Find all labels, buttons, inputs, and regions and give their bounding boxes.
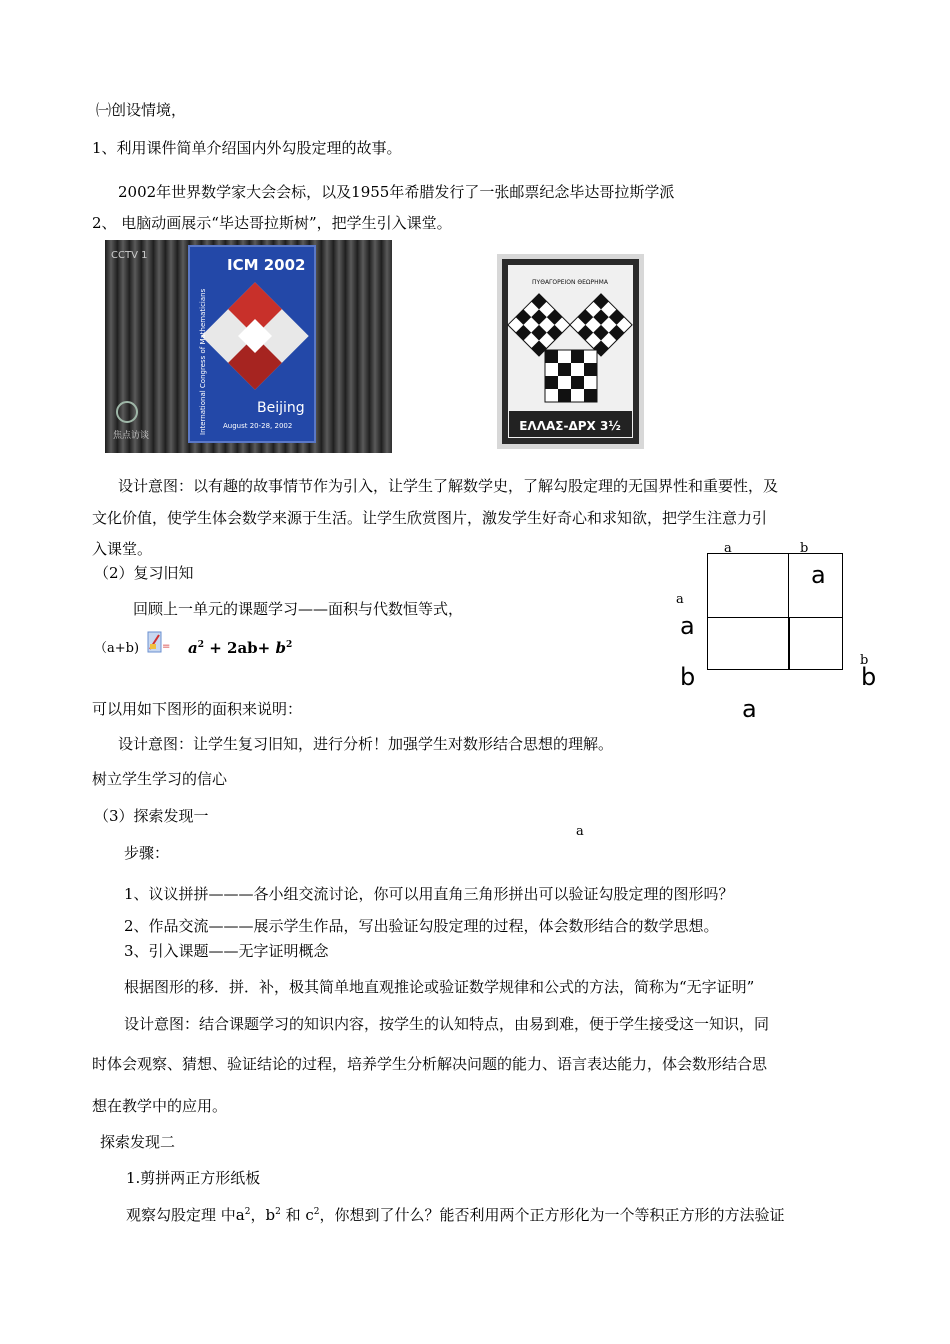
- figure-label: a: [742, 695, 757, 723]
- section-1-heading: ㈠创设情境，: [96, 101, 187, 119]
- design-intent-text: 文化价值，使学生体会数学来源于生活。让学生欣赏图片，激发学生好奇心和求知欲，把学生注意力引: [92, 509, 768, 527]
- design-intent-text: 设计意图：以有趣的故事情节作为引入，让学生了解数学史，了解勾股定理的无国界性和重要性，及: [118, 477, 779, 495]
- figure-label: a: [811, 561, 826, 589]
- figure-label: a: [680, 612, 695, 640]
- design-intent-text: 设计意图：结合课题学习的知识内容，按学生的认知特点，由易到难，便于学生接受这一知识，同: [124, 1015, 770, 1033]
- formula-left: （a+b): [94, 641, 140, 656]
- text-line: 步骤：: [124, 844, 170, 862]
- design-intent-text: 时体会观察、猜想、验证结论的过程，培养学生分析解决问题的能力、语言表达能力，体会数形结合思: [92, 1055, 768, 1073]
- icm-logo-text: ICM 2002: [227, 256, 306, 274]
- design-intent-text: 入课堂。: [92, 540, 153, 558]
- square-a-a: [707, 553, 789, 618]
- text-line: 可以用如下图形的面积来说明：: [92, 700, 303, 718]
- stray-label: a: [576, 824, 584, 839]
- figure-label: b: [800, 541, 809, 556]
- tv-show-text: 焦点访谈: [113, 431, 150, 441]
- definition-text: 根据图形的移．拼．补，极其简单地直观推论或验证数学规律和公式的方法，简称为“无字证明”: [124, 978, 755, 996]
- design-intent-text: 设计意图：让学生复习旧知，进行分析！加强学生对数形结合思想的理解。: [118, 735, 614, 753]
- icm-city-text: Beijing: [257, 400, 305, 416]
- icm-2002-photo: [105, 240, 392, 453]
- figure-label: b: [861, 663, 877, 691]
- tv-logo: CCTV 1: [111, 250, 148, 261]
- text-line: 2002年世界数学家大会会标，以及1955年希腊发行了一张邮票纪念毕达哥拉斯学派: [118, 183, 675, 201]
- section-3-heading: （3）探索发现一: [94, 807, 209, 825]
- svg-text:=: =: [162, 641, 171, 652]
- section-2-heading: （2）复习旧知: [94, 564, 194, 582]
- text-line: 回顾上一单元的课题学习——面积与代数恒等式，: [133, 600, 464, 618]
- rect-b-a: [707, 617, 789, 670]
- text-line: 观察勾股定理 中$a^2$，$b^2$ 和 $c^2$，你想到了什么？能否利用两个正方形化为一个等积正方形的方法验证: [126, 1206, 785, 1224]
- design-intent-text: 树立学生学习的信心: [92, 770, 228, 788]
- text-line: 1.剪拼两正方形纸板: [126, 1169, 261, 1187]
- figure-label: b: [860, 653, 869, 668]
- stamp-bottom-text: ΕΛΛΑΣ-ΔΡΧ 3½: [519, 419, 621, 433]
- step-item: 2、作品交流———展示学生作品，写出验证勾股定理的过程，体会数形结合的数学思想。: [124, 917, 719, 935]
- greek-stamp-photo: [497, 254, 644, 449]
- square-b-b: [789, 617, 843, 670]
- formula-right: $a^2 + 2ab+ b^2$: [188, 639, 293, 657]
- step-item: 1、议议拼拼———各小组交流讨论，你可以用直角三角形拼出可以验证勾股定理的图形吗？: [124, 885, 734, 903]
- figure-label: a: [676, 592, 684, 607]
- figure-label: b: [680, 663, 696, 691]
- text-line: 1、利用课件简单介绍国内外勾股定理的故事。: [92, 139, 402, 157]
- step-item: 3、引入课题——无字证明概念: [124, 942, 329, 960]
- stamp-top-text: ΠΥΘΑΓΟΡΕΙΟΝ ΘΕΩΡΗΜΑ: [532, 279, 608, 286]
- icm-date-text: August 20-28, 2002: [223, 422, 293, 430]
- section-4-heading: 探索发现二: [100, 1133, 176, 1151]
- figure-label: a: [724, 541, 732, 556]
- icm-side-text: International Congress of Mathematicians: [199, 288, 207, 435]
- equation-object-icon: [147, 631, 173, 655]
- text-line: 2、 电脑动画展示“毕达哥拉斯树”，把学生引入课堂。: [92, 214, 452, 232]
- design-intent-text: 想在教学中的应用。: [92, 1097, 228, 1115]
